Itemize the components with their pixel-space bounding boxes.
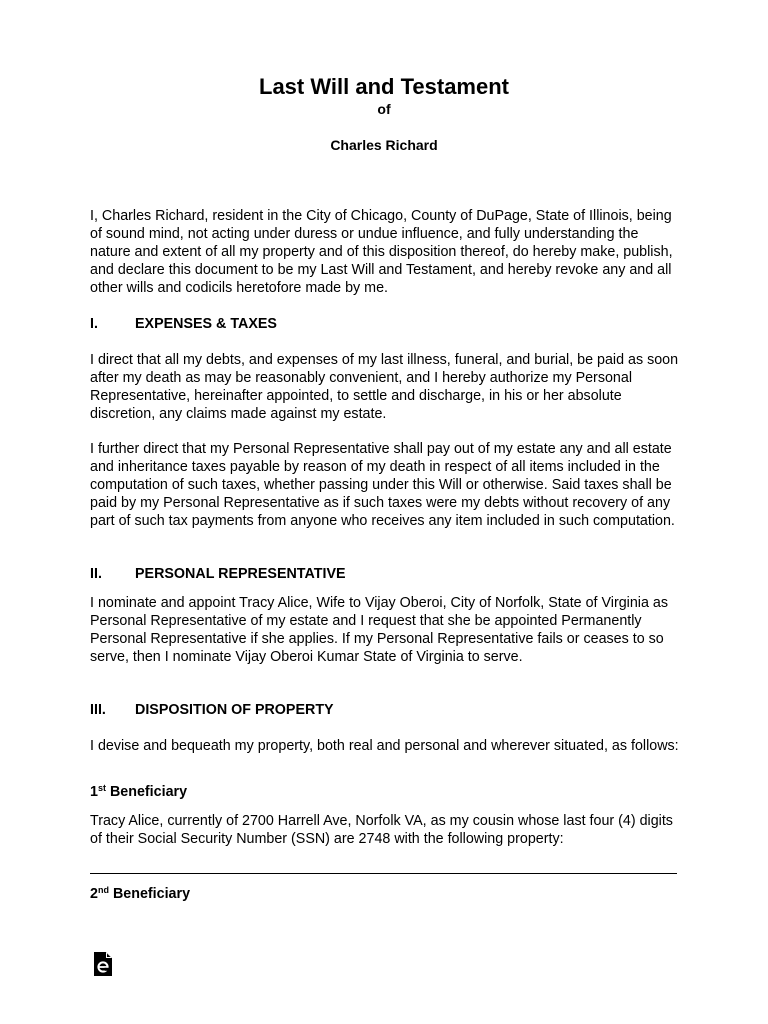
section-heading-expenses-taxes (90, 316, 277, 334)
eforms-logo-icon (92, 950, 114, 978)
beneficiary-ordinal: 1 (90, 784, 98, 800)
beneficiary-label: Beneficiary (109, 784, 188, 800)
beneficiary-heading-1 (90, 784, 187, 802)
section-heading-personal-representative (90, 566, 346, 584)
document-title: Last Will and Testament (259, 74, 509, 99)
disposition-paragraph: I devise and bequeath my property, both real and personal and wherever situated, as follows: (90, 738, 679, 754)
intro-paragraph: I, Charles Richard, resident in the City of Chicago, County of DuPage, State of Illinois, being of sound mind, not acting under duress or undue influence, and fully understanding the nature and extent of all my property and of this disposition thereof, do hereby make, publish, and declare this document to be my Last Will and Testament, and hereby revoke any and all other wills and codicils heretofore made by me. (90, 208, 673, 296)
beneficiary-heading-2 (90, 886, 190, 904)
beneficiary-1-paragraph: Tracy Alice, currently of 2700 Harrell Ave, Norfolk VA, as my cousin whose last four (4) digits of their Social Security Number (SSN) are 2748 with the following property: (90, 813, 673, 847)
section-title: DISPOSITION OF PROPERTY (135, 702, 334, 718)
section-heading-disposition-of-property (90, 702, 334, 720)
section-number: II. (90, 566, 102, 582)
expenses-paragraph-2: I further direct that my Personal Representative shall pay out of my estate any and all estate and inheritance taxes payable by reason of my death in respect of all items included in the computation of such taxes, whether passing under this Will or otherwise. Said taxes shall be paid by my Personal Representative as if such taxes were my debts without recovery of any part of such tax payments from anyone who receives any item included in such computation. (90, 441, 675, 529)
testator-name: Charles Richard (330, 137, 438, 153)
beneficiary-ordinal-suffix: st (97, 783, 106, 793)
expenses-paragraph-1: I direct that all my debts, and expenses of my last illness, funeral, and burial, be paid as soon after my death as may be reasonably convenient, and I hereby authorize my Personal Representative, hereinafter appointed, to settle and discharge, in his or her absolute discretion, any claims made against my estate. (90, 352, 679, 422)
section-number: I. (90, 316, 98, 332)
section-title: PERSONAL REPRESENTATIVE (135, 566, 346, 582)
section-number: III. (90, 702, 106, 718)
beneficiary-ordinal: 2 (90, 886, 98, 902)
property-blank-line (90, 873, 677, 874)
beneficiary-label: Beneficiary (112, 886, 191, 902)
document-subtitle-of: of (377, 101, 391, 117)
personal-representative-paragraph: I nominate and appoint Tracy Alice, Wife to Vijay Oberoi, City of Norfolk, State of Virginia as Personal Representative of my estate and I request that she be appointed Permanently Personal Representative if she applies. If my Personal Representative fails or ceases to so serve, then I nominate Vijay Oberoi Kumar State of Virginia to serve. (90, 595, 668, 665)
section-title: EXPENSES & TAXES (135, 316, 277, 332)
beneficiary-ordinal-suffix: nd (97, 885, 109, 895)
